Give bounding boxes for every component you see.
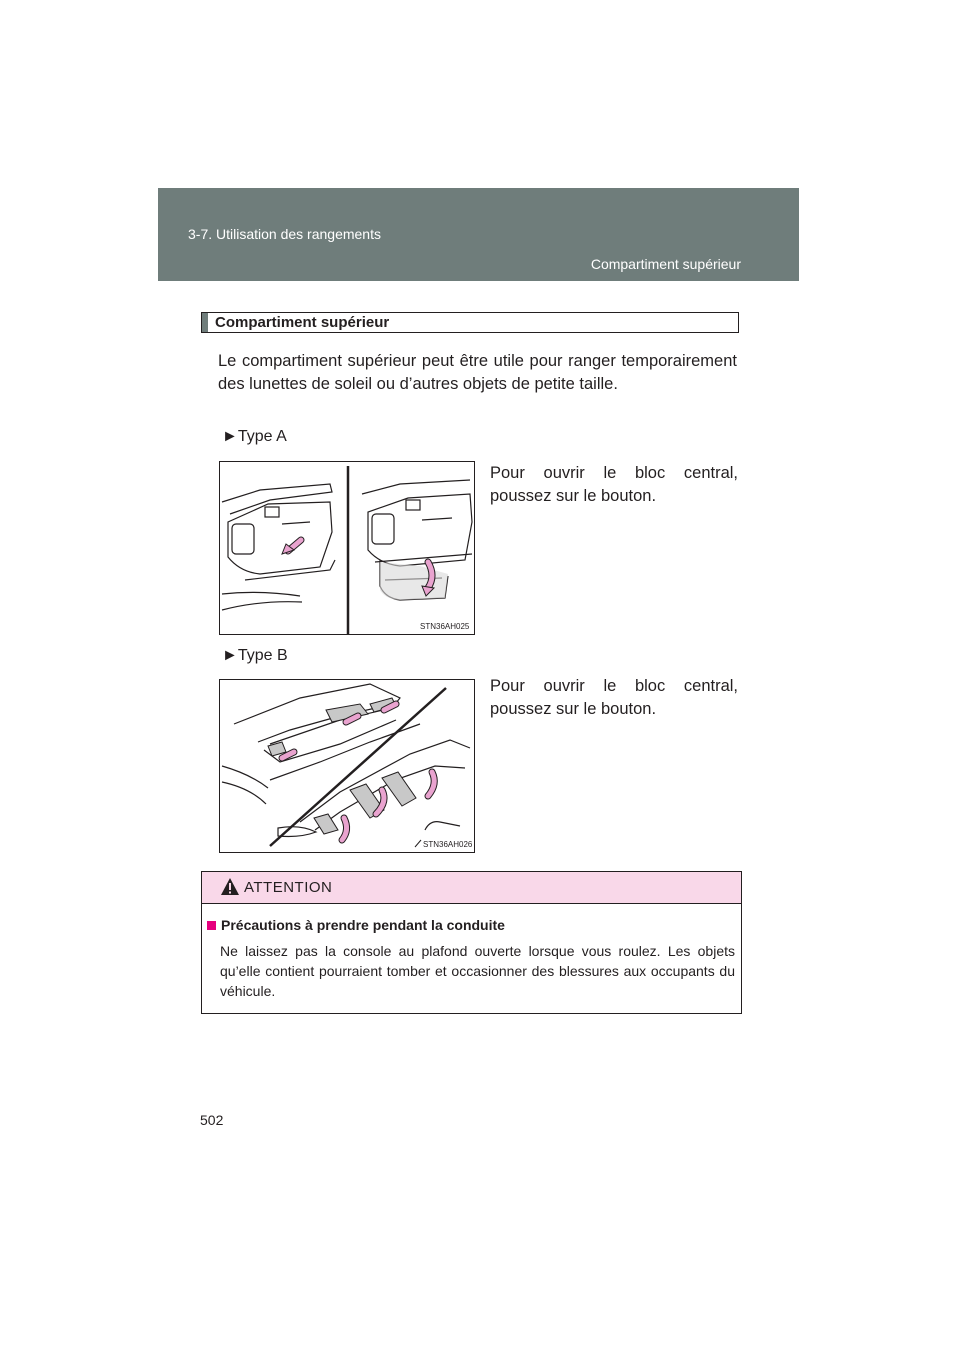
warning-icon: [220, 877, 240, 896]
bullet-square-icon: [207, 921, 216, 930]
section-heading: Compartiment supérieur: [215, 314, 390, 331]
warning-box: [201, 871, 742, 1014]
figure-type-b: [219, 679, 475, 853]
type-b-illustration: [220, 680, 474, 852]
type-a-text: Pour ouvrir le bloc central, poussez sur le bouton.: [490, 464, 738, 505]
header-title: Compartiment supérieur: [590, 256, 741, 272]
chapter-header: [158, 188, 799, 281]
section-label: 3-7. Utilisation des rangements: [188, 226, 381, 242]
type-b-label: ►Type B: [222, 647, 288, 664]
heading-bar: [202, 313, 208, 332]
warning-subtitle: Précautions à prendre pendant la conduite: [221, 917, 505, 933]
type-b-text: Pour ouvrir le bloc central, poussez sur le bouton.: [490, 677, 738, 718]
intro-paragraph: Le compartiment supérieur peut être utile pour ranger temporairement des lunettes de soleil ou d’autres objets de petite taille.: [218, 352, 737, 393]
figure-code-b: STN36AH026: [423, 840, 473, 849]
page-number: 502: [200, 1112, 224, 1128]
figure-type-a: [219, 461, 475, 635]
figure-code-a: STN36AH025: [420, 622, 470, 631]
warning-body: Ne laissez pas la console au plafond ouverte lorsque vous roulez. Les objets qu’elle contient pourraient tomber et occasionner des blessures aux occupants du véhicule.: [220, 943, 735, 999]
type-a-label: ►Type A: [222, 428, 287, 445]
type-a-illustration: [220, 462, 474, 634]
warning-header: [202, 872, 741, 904]
warning-title: ATTENTION: [244, 879, 333, 896]
section-heading-box: [201, 312, 739, 333]
warning-subtitle-row: [207, 917, 505, 933]
